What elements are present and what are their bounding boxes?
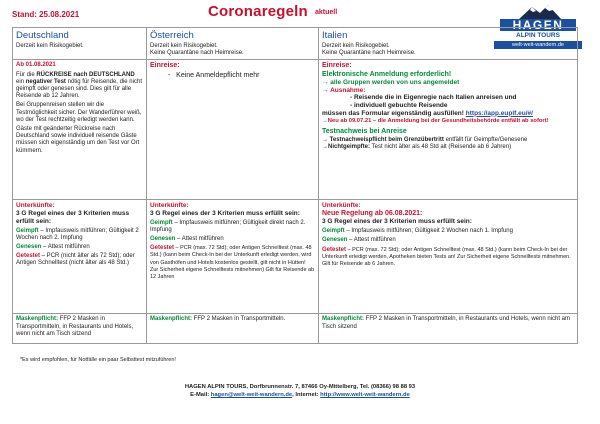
country-status-de: Derzeit kein Risikogebiet. [16,43,84,49]
lodging-getestet-label-de: Getestet [16,253,41,260]
entry-text-de-d: negativer Test [25,78,66,85]
country-cell-it [319,28,578,60]
entry-text-de-b: RÜCKREISE nach DEUTSCHLAND [36,71,135,78]
page-title: Coronaregeln [208,3,308,20]
test-line1-a-it: → Testnachweispflicht beim Grenzübertritt [322,136,444,143]
entry-text-de-c: ein [16,78,26,85]
footer-email-prefix: E-Mail: [190,392,211,398]
lodging-geimpft-text-it: – Impfausweis mitführen; Gültigkeit 2 Wochen nach 1. Impfung [344,228,513,235]
lodging-geimpft-label-de: Geimpft [16,227,39,234]
lodging-getestet-text-at: – PCR (max. 72 Std); oder Antigen Schnelltest (max. 48 Std.) (kann beim Check-In bei der Unterkunft erledigt werden, wird von Gasthöfen und Hotels kostenlos gestellt, gilt nicht in Hütten! Zur Sicherheit eigene Schnelltests mitnehmen) Gilt für Reisende ab 12 Jahren [150,245,315,281]
test-line2-a-it: →Nichtgeimpfte: [322,143,372,150]
footer-website-link[interactable]: http://www.welt-weit-wandern.de [320,392,410,398]
country-quarantine-it: Keine Quarantäne nach Heimreise. [322,50,416,57]
lodging-genesen-text-at: – Attest mitführen [175,236,224,243]
mask-label-de: Maskenpflicht: [16,316,59,323]
entry-item-at-text: Keine Anmeldepflicht mehr [176,71,260,79]
logo-alpin-tours: ALPIN TOURS [516,32,560,39]
entry-cell-it [319,60,578,200]
footer-address: HAGEN ALPIN TOURS, Dorfbrunnenstr. 7, 87466 Oy-Mittelberg, Tel. (08366) 98 88 93 [184,384,416,390]
page-footer [0,383,600,399]
footer-contact [0,391,600,399]
lodging-rule-it: 3 G Regel eines der 3 Kriterien muss erfüllt sein: [322,218,472,226]
lodging-getestet-it [322,247,574,269]
mask-cell-de [13,314,147,344]
mask-label-it: Maskenpflicht: [322,316,365,323]
entry-text-de-a: Für die [16,71,37,78]
lodging-geimpft-label-it: Geimpft [322,228,345,235]
mask-text-it: FFP 2 Masken in Transportmitteln, in Restaurants und Hotels, wenn nicht am Tisch sitzend [322,316,570,330]
test-title-it: Testnachweis bei Anreise [322,128,407,136]
entry-exception-it: → Ausnahme: [322,86,366,94]
aktuell-label: aktuell [315,9,338,16]
lodging-geimpft-at [150,220,315,234]
mask-text-at: FFP 2 Masken in Transportmitteln. [192,316,286,323]
lodging-getestet-at [150,245,315,281]
lodging-getestet-text-it: – PCR (max. 72 Std); oder Antigen Schnelltest (max. 48 Std.) (kann beim Check-In bei der Unterkunft erledigt werden, Apotheken bieten Tests an! Zur Sicherheit eigene Schnelltests mitnehmen. Gilt für Reisende ab 6 Jahren. [322,246,571,267]
mask-cell-it [319,314,578,344]
entry-text-de [16,72,143,101]
entry-exception-2-it: - individuell gebuchte Reisende [350,101,448,109]
entry-label-at: Einreise: [150,62,180,70]
footer-email-link[interactable]: hagen@welt-weit-wandern.de [210,392,293,398]
stand-date: Stand: 25.08.2021 [12,10,80,19]
lodging-geimpft-it [322,228,574,235]
lodging-row [13,200,578,314]
lodging-cell-at [147,200,319,314]
country-cell-de [13,28,147,60]
lodging-rule-at: 3 G Regel eines der 3 Kriterien muss erfüllt sein: [150,209,300,217]
lodging-label-at: Unterkünfte: [150,202,189,210]
footer-internet-prefix: , Internet: [292,392,321,398]
lodging-cell-de [13,200,147,314]
entry-item-at: - Keine Anmeldepflicht mehr [168,71,260,79]
lodging-new-rule-it: Neue Regelung ab 06.08.2021: [322,209,423,217]
entry-text-de-e: nötig für Reisende, die nicht geimpft oder genesen sind. Dies gilt für alle Reisende ab 12 Jahren. [16,78,142,100]
lodging-geimpft-label-at: Geimpft [150,219,173,226]
country-name-it: Italien [322,30,348,41]
entry-form-it [322,110,574,118]
mask-cell-at [147,314,319,344]
lodging-genesen-label-de: Genesen [16,244,42,251]
logo-website: welt-weit-wandern.de [494,41,582,49]
lodging-genesen-text-de: – Attest mitführen [41,244,90,251]
test-line2-it [322,144,574,151]
entry-form-text-it: müssen das Formular eigenständig ausfüllen! [322,109,466,117]
country-quarantine-at: Keine Quarantäne nach Heimreise. [150,50,244,57]
country-status-at: Derzeit kein Risikogebiet. [150,43,218,49]
entry-row [13,60,578,200]
lodging-geimpft-de [16,228,143,242]
lodging-getestet-text-de: – PCR (nicht älter als 72 Std); oder Antigen Schnelltest (nicht älter als 48 Std.) [16,253,135,267]
lodging-getestet-label-at: Getestet [150,245,175,252]
mask-label-at: Maskenpflicht: [150,316,193,323]
lodging-genesen-it [322,237,574,244]
entry-cell-de [13,60,147,200]
lodging-genesen-de [16,244,143,251]
mask-text-de: FFP 2 Masken in Transportmitteln, in Restaurants und Hotels, wenn nicht am Tisch sitzend [16,316,134,337]
entry-individual-note-de: Gäste mit geänderter Rückreise nach Deutschland sowie individuell reisende Gäste müssen sich eigenständig um den Test vor Ort kümmern. [16,126,140,154]
country-header-row [13,28,578,60]
lodging-label-it: Unterkünfte: [322,202,361,210]
entry-group-note-de: Bei Gruppenreisen stellen wir die Testmöglichkeit sicher. Der Wanderführer weiß, wo der Test rechtzeitig erledigt werden kann. [16,102,142,123]
entry-groups-it: → alle Gruppen werden von uns angemeldet [322,79,460,87]
entry-label-it: Einreise: [322,62,352,70]
entry-date-de: Ab 01.08.2021 [16,62,56,69]
footnote: *Es wird empfohlen, für Notfälle ein paar Selbsttest mitzuführen! [20,357,176,363]
entry-exception-1-it: - Reisende die in Eigenregie nach Italien anreisen und [350,93,517,101]
test-line2-b-it: Test nicht älter als 48 Std alt (Reisende ab 6 Jahren) [371,143,512,150]
lodging-getestet-label-it: Getestet [322,246,347,253]
entry-form-link-it[interactable]: https://app.euplf.eu/#/ [465,109,533,117]
country-name-at: Österreich [150,30,194,41]
rules-table [12,27,578,344]
country-cell-at [147,28,319,60]
lodging-cell-it [319,200,578,314]
lodging-geimpft-text-de: – Impfausweis mitführen; Gültigkeit 2 Wochen nach 2. Impfung [16,227,139,241]
test-line1-b-it: entfällt für Geimpfte/Genesene [443,136,528,143]
lodging-genesen-label-it: Genesen [322,237,348,244]
country-name-de: Deutschland [16,30,69,41]
lodging-genesen-text-it: – Attest mitführen [347,237,396,244]
lodging-genesen-label-at: Genesen [150,236,176,243]
entry-cell-at [147,60,319,200]
lodging-rule-de: 3 G Regel eines der 3 Kriterien muss erfüllt sein: [16,209,130,225]
lodging-getestet-de [16,253,143,267]
lodging-geimpft-text-at: – Impfausweis mitführen; Gültigkeit direkt nach 2. Impfung [150,219,306,233]
entry-new-it: →Neu ab 09.07.21 – die Anmeldung bei der Gesundheitsbehörde entfällt ab sofort! [322,117,549,124]
country-status-it: Derzeit kein Risikogebiet. [322,43,390,49]
mask-row [13,314,578,344]
logo-hagen: HAGEN [500,19,576,31]
entry-headline-it: Elektronische Anmeldung erforderlich! [322,70,452,78]
lodging-label-de: Unterkünfte: [16,202,55,210]
test-line1-it [322,137,574,144]
lodging-genesen-at [150,236,315,243]
